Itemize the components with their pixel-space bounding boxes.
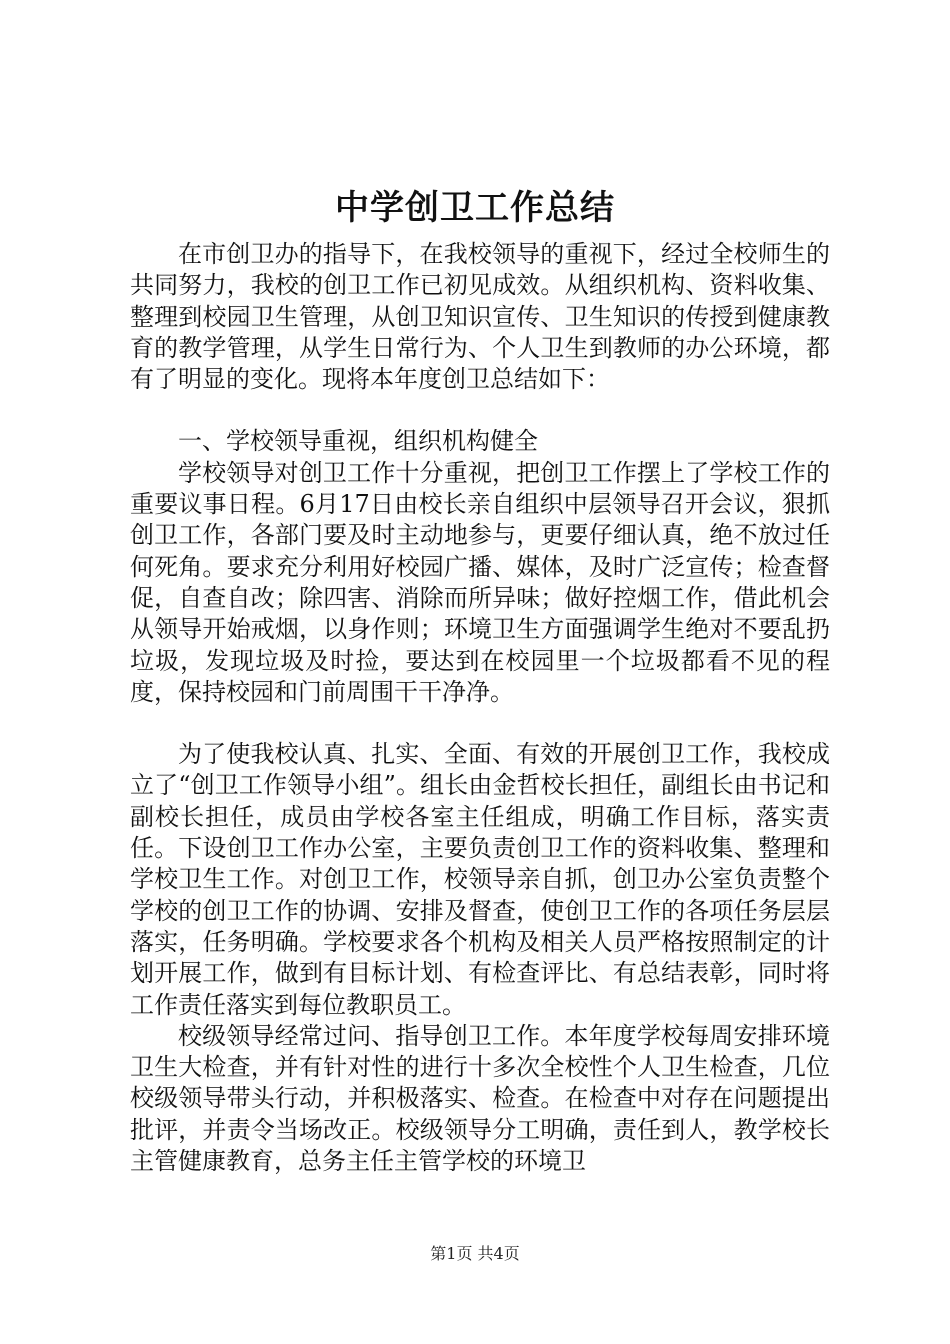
document-title: 中学创卫工作总结 xyxy=(335,188,615,228)
section-heading: 一、学校领导重视，组织机构健全 xyxy=(178,427,538,456)
document-body xyxy=(130,239,830,1177)
page-footer: 第1页 共4页 xyxy=(430,1244,520,1263)
paragraph-gap xyxy=(130,708,830,739)
intro-paragraph: 在市创卫办的指导下，在我校领导的重视下，经过全校师生的共同努力，我校的创卫工作已初见成效。从组织机构、资料收集、整理到校园卫生管理，从创卫知识宣传、卫生知识的传授到健康教育的教学管理，从学生日常行为、个人卫生到教师的办公环境，都有了明显的变化。现将本年度创卫总结如下： xyxy=(130,240,830,394)
section-paragraph-2: 为了使我校认真、扎实、全面、有效的开展创卫工作，我校成立了“创卫工作领导小组”。组长由金哲校长担任，副组长由书记和副校长担任，成员由学校各室主任组成，明确工作目标，落实责任。下设创卫工作办公室，主要负责创卫工作的资料收集、整理和学校卫生工作。对创卫工作，校领导亲自抓，创卫办公室负责整个学校的创卫工作的协调、安排及督查，使创卫工作的各项任务层层落实，任务明确。学校要求各个机构及相关人员严格按照制定的计划开展工作，做到有目标计划、有检查评比、有总结表彰，同时将工作责任落实到每位教职员工。 xyxy=(130,740,830,1019)
paragraph-gap xyxy=(130,395,830,426)
section-paragraph-3: 校级领导经常过问、指导创卫工作。本年度学校每周安排环境卫生大检查，并有针对性的进行十多次全校性个人卫生检查，几位校级领导带头行动，并积极落实、检查。在检查中对存在问题提出批评，并责令当场改正。校级领导分工明确，责任到人，教学校长主管健康教育，总务主任主管学校的环境卫 xyxy=(130,1021,830,1176)
section-paragraph-1: 学校领导对创卫工作十分重视，把创卫工作摆上了学校工作的重要议事日程。6月17日由校长亲自组织中层领导召开会议，狠抓创卫工作，各部门要及时主动地参与，更要仔细认真，绝不放过任何死角。要求充分利用好校园广播、媒体，及时广泛宣传；检查督促，自查自改；除四害、消除而所异味；做好控烟工作，借此机会从领导开始戒烟，以身作则；环境卫生方面强调学生绝对不要乱扔垃圾，发现垃圾及时捡，要达到在校园里一个垃圾都看不见的程度，保持校园和门前周围干干净净。 xyxy=(130,458,830,706)
